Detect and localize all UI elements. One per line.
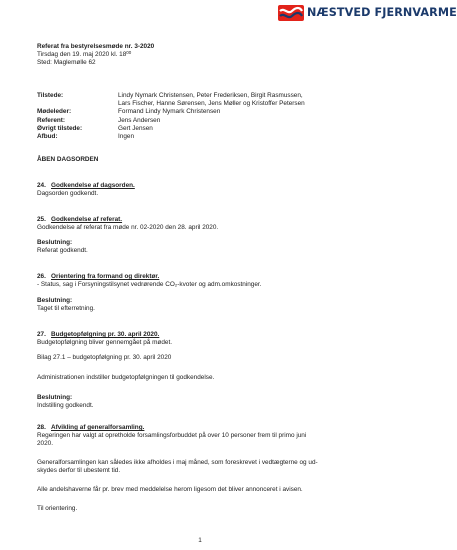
item-27-decision-text: Indstilling godkendt.: [37, 402, 94, 410]
attendees-row-secretary: Referent: Jens Andersen: [37, 116, 161, 124]
agenda-item-24: [37, 182, 367, 198]
item-28-para-2: Generalforsamlingen kan således ikke afholdes i maj måned, som foreskrevet i vedtægterne og ud- skydes derfor til ubestemt tid.: [37, 459, 318, 475]
item-26-decision: [37, 297, 367, 313]
attendees-table: [37, 92, 367, 141]
item-28-para-4: Til orientering.: [37, 505, 78, 512]
meeting-title: Referat fra bestyrelsesmøde nr. 3-2020: [37, 43, 155, 50]
item-27-decision-label: Beslutning:: [37, 394, 73, 401]
naestved-fjernvarme-wave-logo-icon: [278, 5, 304, 21]
attendees-row-absent: Afbud: Ingen: [37, 133, 134, 141]
item-28-heading: 28. Afvikling af generalforsamling.: [37, 424, 145, 431]
item-28-para-1: Regeringen har valgt at opretholde forsamlingsforbuddet på over 10 personer frem til primo juni 2020.: [37, 432, 307, 448]
logo-text: NÆSTVED FJERNVARME: [307, 5, 457, 19]
item-26-decision-label: Beslutning:: [37, 297, 73, 304]
attendees-row-present: Tilstede: Lindy Nymark Christensen, Peter Frederiksen, Birgit Rasmussen, Lars Fischer, Hanne Sørensen, Jens Møller og Kristoffer Petersen: [37, 92, 305, 108]
meeting-header: [37, 43, 367, 68]
item-25-decision-text: Referat godkendt.: [37, 247, 88, 255]
agenda-heading: ÅBEN DAGSORDEN: [37, 156, 99, 163]
item-24-text: Dagsorden godkendt.: [37, 190, 99, 198]
company-logo: [278, 4, 457, 22]
page-number: 1: [198, 537, 202, 544]
item-25-decision: [37, 239, 367, 255]
item-25-heading: 25. Godkendelse af referat.: [37, 216, 123, 223]
agenda-item-28: [37, 424, 367, 449]
meeting-date: Tirsdag den 19. maj 2020 kl. $18^{00}$: [37, 50, 132, 59]
item-27-recommendation: Administrationen indstiller budgetopfølgningen til godkendelse.: [37, 374, 215, 381]
meeting-place: Sted: Maglemølle 62: [37, 59, 96, 67]
agenda-item-27: [37, 331, 367, 347]
item-26-text: - Status, sag i Forsyningstilsynet vedrørende CO₂-kvoter og adm.omkostninger.: [37, 281, 262, 289]
item-28-para-3: Alle andelshaverne får pr. brev med meddelelse herom ligesom det bliver annonceret i avisen.: [37, 486, 303, 493]
item-26-decision-text: Taget til efterretning.: [37, 305, 95, 313]
agenda-item-25: [37, 216, 367, 232]
item-24-heading: 24. Godkendelse af dagsorden.: [37, 182, 135, 189]
agenda-item-26: [37, 273, 367, 289]
item-27-text: Budgetopfølgning bliver gennemgået på mødet.: [37, 339, 172, 347]
item-27-heading: 27. Budgetopfølgning pr. 30. april 2020.: [37, 331, 160, 338]
item-26-heading: 26. Orientering fra formand og direktør.: [37, 273, 160, 280]
attendees-row-other: Øvrigt tilstede: Gert Jensen: [37, 124, 153, 132]
item-25-decision-label: Beslutning:: [37, 239, 73, 246]
item-25-text: Godkendelse af referat fra møde nr. 02-2020 den 28. april 2020.: [37, 224, 219, 232]
attendees-row-chair: Mødeleder: Formand Lindy Nymark Christensen: [37, 108, 221, 116]
item-27-appendix: Bilag 27.1 – budgetopfølgning pr. 30. april 2020: [37, 354, 172, 361]
item-27-decision: [37, 394, 367, 410]
